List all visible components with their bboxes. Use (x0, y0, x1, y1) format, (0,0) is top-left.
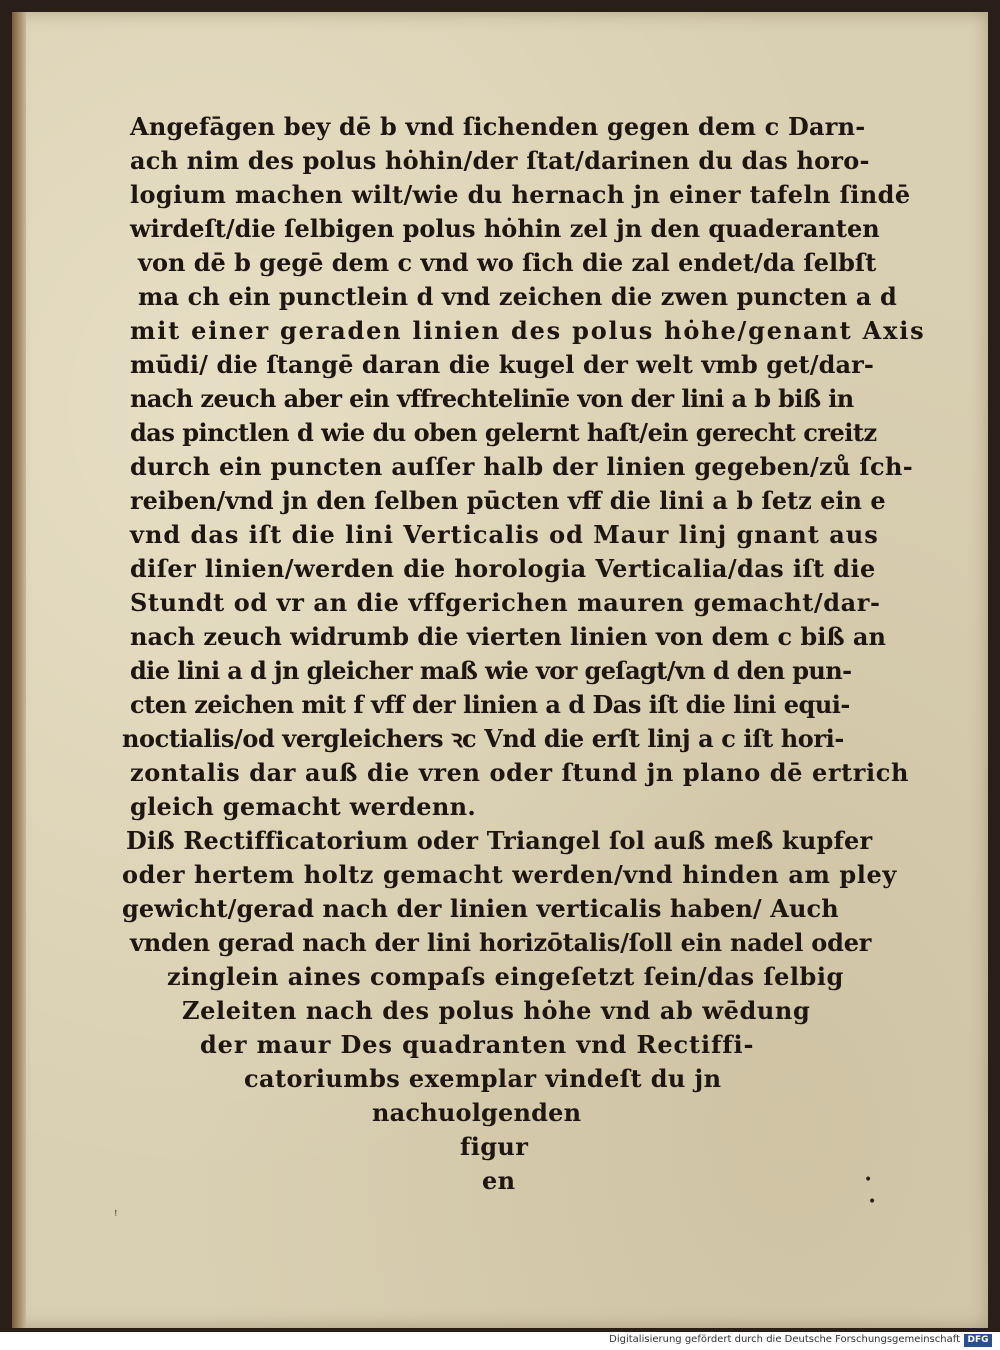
funding-credit: Digitalisierung gefördert durch die Deutsche Forschungsgemeinschaft (609, 1334, 960, 1345)
text-line: reiben/vnd jn den ſelben pūcten vff die lini a b ſetz ein e (130, 486, 886, 515)
text-line: noctialis/od vergleichers ꝛc Vnd die erſt linj a c iſt hori- (122, 724, 844, 753)
text-line: en (482, 1166, 516, 1195)
text-line: die lini a d jn gleicher maß wie vor geſagt/vn d den pun- (130, 656, 852, 685)
digitization-footer (0, 1332, 1000, 1350)
text-line: zontalis dar auß die vren oder ſtund jn plano dē ertrich (130, 758, 910, 787)
text-line: durch ein puncten auſſer halb der linien gegeben/zů ſch- (130, 452, 913, 481)
text-line: figur (460, 1132, 529, 1161)
text-line: von dē b gegē dem c vnd wo ſich die zal endet/da ſelbſt (138, 248, 877, 277)
text-line: vnden gerad nach der lini horizōtalis/ſoll ein nadel oder (130, 928, 872, 957)
text-line: nachuolgenden (372, 1098, 582, 1127)
text-line: logium machen wilt/wie du hernach jn einer tafeln ſindē (130, 180, 911, 209)
ink-speck: ꜝ (114, 1208, 118, 1224)
text-line: oder hertem holtz gemacht werden/vnd hinden am pley (122, 860, 897, 889)
text-line: cten zeichen mit f vff der linien a d Das iſt die lini equi- (130, 690, 850, 719)
text-line: gewicht/gerad nach der linien verticalis haben/ Auch (122, 894, 839, 923)
text-line: nach zeuch aber ein vffrechtelinīe von der lini a b biß in (130, 384, 854, 413)
text-line: Zeleiten nach des polus hȯhe vnd ab wēdung (182, 996, 811, 1025)
text-line: nach zeuch widrumb die vierten linien von dem c biß an (130, 622, 886, 651)
text-line: zinglein aines compaſs eingeſetzt ſein/das ſelbig (167, 962, 844, 991)
dfg-logo-icon: DFG (964, 1334, 992, 1347)
text-line: Stundt od vr an die vffgerichen mauren gemacht/dar- (130, 588, 881, 617)
text-line: ach nim des polus hȯhin/der ſtat/darinen du das horo- (130, 146, 870, 175)
blackletter-text-block (12, 12, 988, 1328)
text-line: mit einer geraden linien des polus hȯhe/genant Axis (130, 316, 926, 345)
text-line: wirdeſt/die ſelbigen polus hȯhin zel jn den quaderanten (130, 214, 880, 243)
text-line: Angefāgen bey dē b vnd ſichenden gegen dem c Darn- (130, 112, 866, 141)
text-line: ma ch ein punctlein d vnd zeichen die zwen puncten a d (138, 282, 897, 311)
book-page (12, 12, 988, 1328)
text-line: Diß Rectifficatorium oder Triangel ſol auß meß kupfer (126, 826, 873, 855)
text-line: der maur Des quadranten vnd Rectiffi- (200, 1030, 755, 1059)
text-line: das pinctlen d wie du oben gelernt haſt/ein gerecht creitz (130, 418, 877, 447)
text-line: catoriumbs exemplar vindeſt du jn (244, 1064, 722, 1093)
text-line: mūdi/ die ſtangē daran die kugel der welt vmb get/dar- (130, 350, 874, 379)
text-line: gleich gemacht werdenn. (130, 792, 476, 821)
text-line: vnd das iſt die lini Verticalis od Maur linj gnant aus (130, 520, 879, 549)
ink-speck: • (868, 1194, 877, 1210)
ink-speck: • (864, 1172, 873, 1188)
text-line: diſer linien/werden die horologia Verticalia/das iſt die (130, 554, 876, 583)
